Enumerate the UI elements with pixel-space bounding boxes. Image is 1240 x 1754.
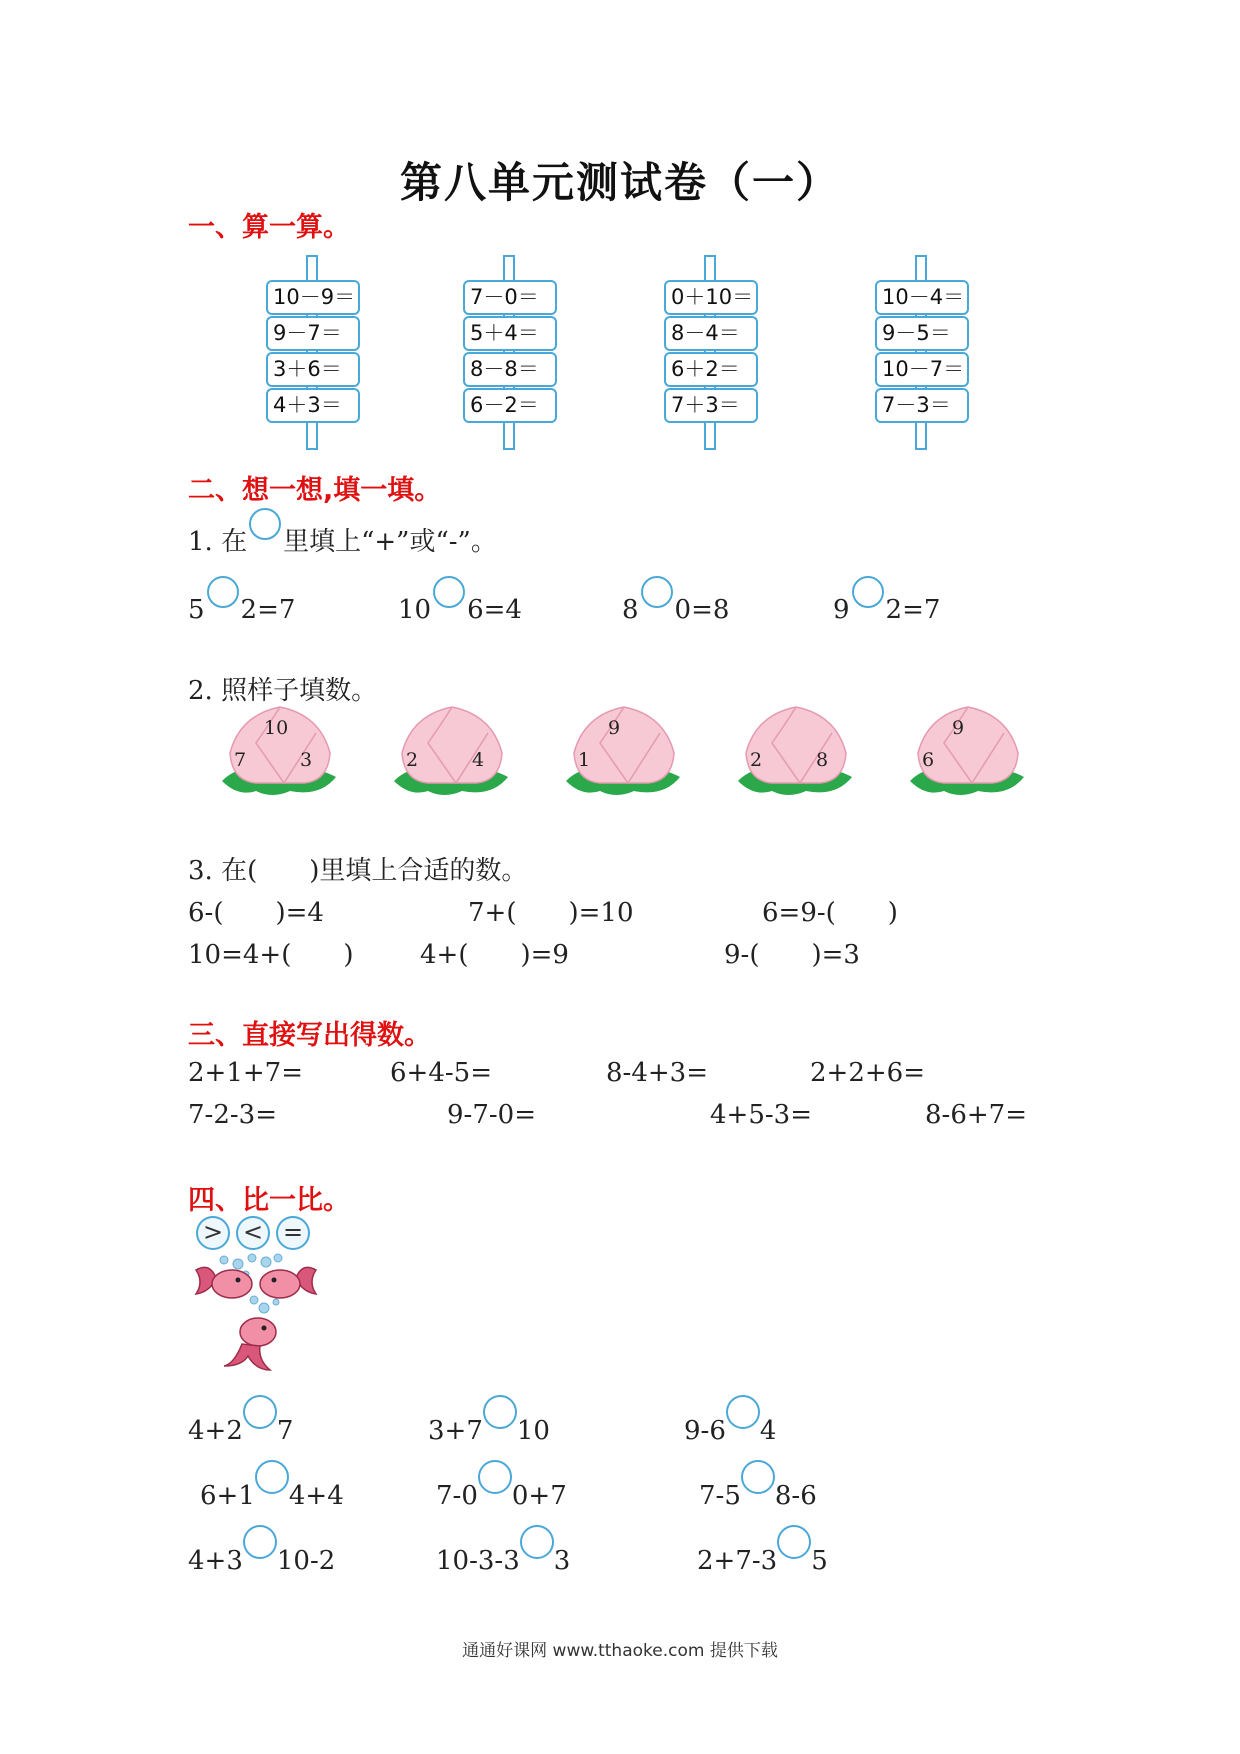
compare-blank[interactable] xyxy=(483,1395,517,1429)
stick-2-eq-2: 5＋4＝ xyxy=(463,316,557,351)
calc-item: 8-4+3= xyxy=(606,1058,708,1088)
stick-3-eq-4: 7＋3＝ xyxy=(664,388,758,423)
compare-item: 10-3-3 3 xyxy=(436,1535,570,1576)
compare-blank[interactable] xyxy=(741,1460,775,1494)
compare-blank[interactable] xyxy=(243,1525,277,1559)
stick-4-eq-2: 9－5＝ xyxy=(875,316,969,351)
stick-3-eq-1: 0＋10＝ xyxy=(664,280,758,315)
compare-item: 4+3 10-2 xyxy=(188,1535,335,1576)
peach-number-split xyxy=(908,703,1028,803)
calc-item: 9-7-0= xyxy=(447,1100,536,1130)
section-2-heading: 二、想一想,填一填。 xyxy=(188,475,442,506)
greater-than-icon: > xyxy=(196,1216,230,1250)
q1-item-1: 5 2=7 xyxy=(188,588,295,625)
peach-part-right: 3 xyxy=(300,749,313,771)
stick-2 xyxy=(463,255,557,450)
stick-2-eq-4: 6－2＝ xyxy=(463,388,557,423)
stick-1-eq-4: 4＋3＝ xyxy=(266,388,360,423)
compare-item: 9-6 4 xyxy=(684,1405,776,1446)
compare-blank[interactable] xyxy=(520,1525,554,1559)
stick-4-eq-4: 7－3＝ xyxy=(875,388,969,423)
peach-total: 9 xyxy=(608,717,621,739)
q1-suffix: 里填上“+”或“-”。 xyxy=(283,527,497,557)
operator-blank[interactable] xyxy=(207,576,239,608)
q1-item-2: 10 6=4 xyxy=(398,588,522,625)
answer-circle-icon xyxy=(249,508,281,540)
compare-blank[interactable] xyxy=(478,1460,512,1494)
footer-credit: 通通好课网 www.tthaoke.com 提供下载 xyxy=(462,1641,778,1661)
section-1-heading: 一、算一算。 xyxy=(188,212,350,243)
peach-part-right: 8 xyxy=(816,749,829,771)
calc-item: 8-6+7= xyxy=(925,1100,1027,1130)
operator-blank[interactable] xyxy=(852,576,884,608)
operator-blank[interactable] xyxy=(641,576,673,608)
q3-item: 9-( )=3 xyxy=(724,940,860,970)
peach-number-split xyxy=(736,703,856,803)
compare-blank[interactable] xyxy=(243,1395,277,1429)
stick-1 xyxy=(266,255,360,450)
operator-blank[interactable] xyxy=(433,576,465,608)
compare-item: 3+7 10 xyxy=(428,1405,550,1446)
q3-item: 4+( )=9 xyxy=(420,940,569,970)
peach-number-split xyxy=(220,703,340,803)
page-title: 第八单元测试卷（一） xyxy=(399,158,840,207)
compare-item: 7-0 0+7 xyxy=(436,1470,567,1511)
stick-1-eq-2: 9－7＝ xyxy=(266,316,360,351)
q1-item-3: 8 0=8 xyxy=(622,588,729,625)
peach-part-left: 1 xyxy=(578,749,591,771)
calc-item: 6+4-5= xyxy=(390,1058,492,1088)
compare-item: 2+7-3 5 xyxy=(697,1535,828,1576)
calc-item: 7-2-3= xyxy=(188,1100,277,1130)
peach-number-split xyxy=(392,703,512,803)
q3-item: 10=4+( ) xyxy=(188,940,354,970)
stick-2-eq-1: 7－0＝ xyxy=(463,280,557,315)
stick-3-eq-3: 6＋2＝ xyxy=(664,352,758,387)
peach-part-left: 2 xyxy=(406,749,419,771)
stick-4-eq-3: 10－7＝ xyxy=(875,352,969,387)
peach-part-right: 4 xyxy=(472,749,485,771)
stick-3-eq-2: 8－4＝ xyxy=(664,316,758,351)
q1-item-4: 9 2=7 xyxy=(833,588,940,625)
peach-part-left: 2 xyxy=(750,749,763,771)
fish-illustration-icon xyxy=(186,1252,326,1374)
q3-item: 6=9-( ) xyxy=(762,898,898,928)
section-3-heading: 三、直接写出得数。 xyxy=(188,1020,431,1051)
question-3: 3. 在( )里填上合适的数。 xyxy=(188,856,528,886)
compare-item: 6+1 4+4 xyxy=(200,1470,344,1511)
q3-item: 7+( )=10 xyxy=(468,898,634,928)
compare-symbols xyxy=(196,1216,316,1250)
stick-1-eq-3: 3＋6＝ xyxy=(266,352,360,387)
peach-total: 10 xyxy=(264,717,289,739)
calc-item: 2+1+7= xyxy=(188,1058,303,1088)
stick-1-eq-1: 10－9＝ xyxy=(266,280,360,315)
compare-item: 7-5 8-6 xyxy=(699,1470,817,1511)
compare-blank[interactable] xyxy=(255,1460,289,1494)
stick-3 xyxy=(664,255,758,450)
peach-part-left: 7 xyxy=(234,749,247,771)
equals-icon: = xyxy=(276,1216,310,1250)
question-2: 2. 照样子填数。 xyxy=(188,676,378,706)
compare-item: 4+2 7 xyxy=(188,1405,293,1446)
question-1 xyxy=(188,520,497,558)
peach-total: 9 xyxy=(952,717,965,739)
peach-number-split xyxy=(564,703,684,803)
stick-2-eq-3: 8－8＝ xyxy=(463,352,557,387)
stick-4 xyxy=(875,255,969,450)
less-than-icon: < xyxy=(236,1216,270,1250)
compare-blank[interactable] xyxy=(777,1525,811,1559)
stick-4-eq-1: 10－4＝ xyxy=(875,280,969,315)
compare-blank[interactable] xyxy=(726,1395,760,1429)
section-4-heading: 四、比一比。 xyxy=(188,1185,350,1216)
calc-item: 2+2+6= xyxy=(810,1058,925,1088)
q1-prefix: 1. 在 xyxy=(188,527,248,557)
q3-item: 6-( )=4 xyxy=(188,898,324,928)
calc-item: 4+5-3= xyxy=(710,1100,812,1130)
peach-part-left: 6 xyxy=(922,749,935,771)
